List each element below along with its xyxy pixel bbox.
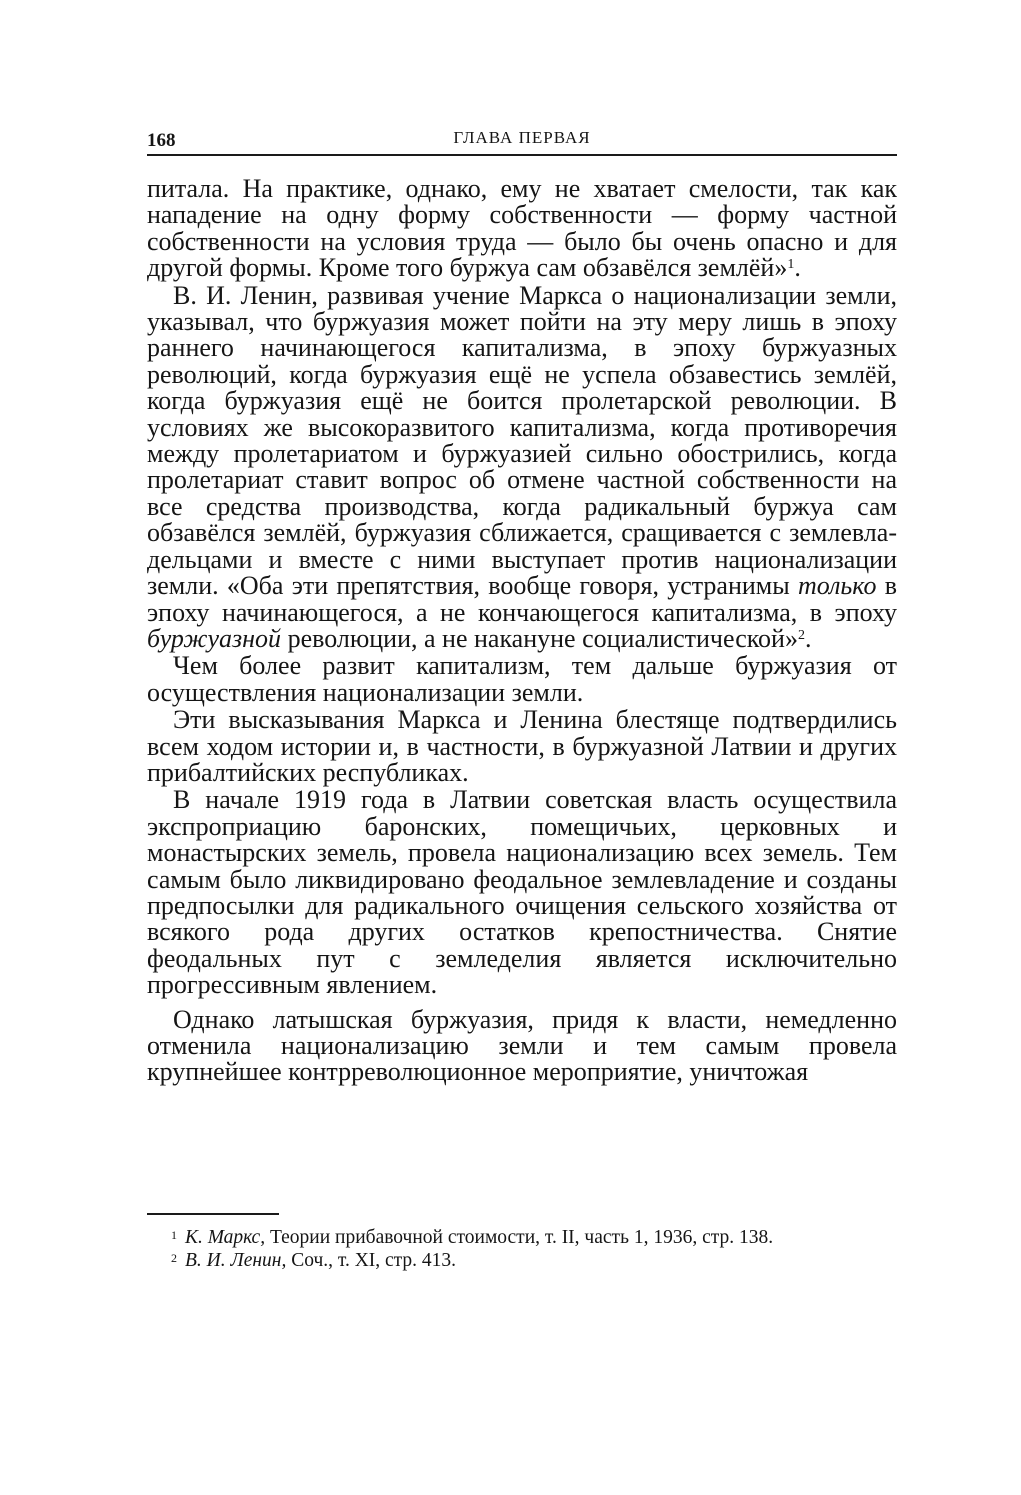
footnote-1	[147, 1226, 897, 1249]
paragraph-2-end: .	[804, 623, 812, 653]
footnote-2-author: В. И. Ленин,	[185, 1250, 287, 1271]
emphasis-bourgeois: буржуазной	[147, 623, 282, 653]
paragraph-1	[147, 176, 897, 282]
footnote-divider	[147, 1213, 279, 1215]
paragraph-1-end: .	[794, 253, 801, 283]
footnote-2-mark: 2	[171, 1251, 177, 1265]
page-number: 168	[147, 130, 176, 151]
paragraph-2-text-a: В. И. Ленин, развивая учение Маркса о национализации земли, указывал, что буржуазия может пойти на эту меру лишь в эпоху раннего начинающегося капитализма, в эпоху буржуазных революций, когда буржуазия ещё не успела обзавестись землёй, когда буржуазия ещё не боится пролетарской революции. В условиях же высокоразвитого капитализма, когда противоречия между пролетариатом и буржуазией сильно обострились, когда пролетариат ставит вопрос об отмене частной собственности на все средства производства, когда радикальный буржуа сам обзавёлся землёй, буржуазия сближается, сращивается с землевладельцами и вместе с ними выступает против национализации земли. «Оба эти препятствия, вообще говоря, устранимы	[147, 280, 897, 601]
footnote-2	[147, 1249, 897, 1272]
footnote-2-text: Соч., т. XI, стр. 413.	[286, 1250, 457, 1271]
chapter-title: ГЛАВА ПЕРВАЯ	[453, 128, 591, 147]
paragraph-1-text: питала. На практике, однако, ему не хватает смелости, так как нападение на одну форму собственности — форму частной собственности на условия труда — было бы очень опасно и для другой формы. Кроме того буржуа сам обзавёлся землёй»	[147, 174, 897, 283]
paragraph-3: Чем более развит капитализм, тем дальше буржуазия от осуществления национализации земли.	[147, 651, 897, 707]
paragraph-6: Однако латышская буржуазия, придя к власти, немедленно отменила национализацию земли и тем самым провела крупнейшее контрреволюционное мероприятие, уничтожая	[147, 1004, 897, 1087]
footnote-ref-1: 1	[787, 257, 795, 273]
footnote-1-mark: 1	[171, 1228, 177, 1242]
footnote-1-text: Теории прибавочной стоимости, т. II, часть 1, 1936, стр. 138.	[265, 1227, 774, 1248]
paragraph-5: В начале 1919 года в Латвии советская власть осуществила экспроприацию баронских, помещичьих, церковных и монастырских земель, провела национализацию всех земель. Тем самым было ликвидировано феодальное землевладение и созданы предпосылки для радикального очищения сельского хозяйства от всякого рода других остатков крепостничества. Снятие феодальных пут с земледелия является исключительно прогрессивным явлением.	[147, 785, 897, 1000]
paragraph-2-text-c: революции, а не накануне социалистической»	[281, 623, 798, 653]
footnotes	[147, 1226, 897, 1272]
footnote-1-author: К. Маркс,	[185, 1227, 266, 1248]
paragraph-4: Эти высказывания Маркса и Ленина блестяще подтвердились всем ходом истории и, в частности, в буржуазной Латвии и других прибалтийских республиках.	[147, 705, 897, 787]
main-text	[147, 176, 897, 1087]
paragraph-2-text-b: в эпоху начинающегося, а не кончающегося капитализма, в эпоху	[147, 571, 897, 627]
paragraph-2	[147, 280, 897, 653]
footnote-ref-2: 2	[797, 627, 805, 643]
running-header	[147, 124, 897, 156]
emphasis-only: только	[797, 571, 877, 601]
